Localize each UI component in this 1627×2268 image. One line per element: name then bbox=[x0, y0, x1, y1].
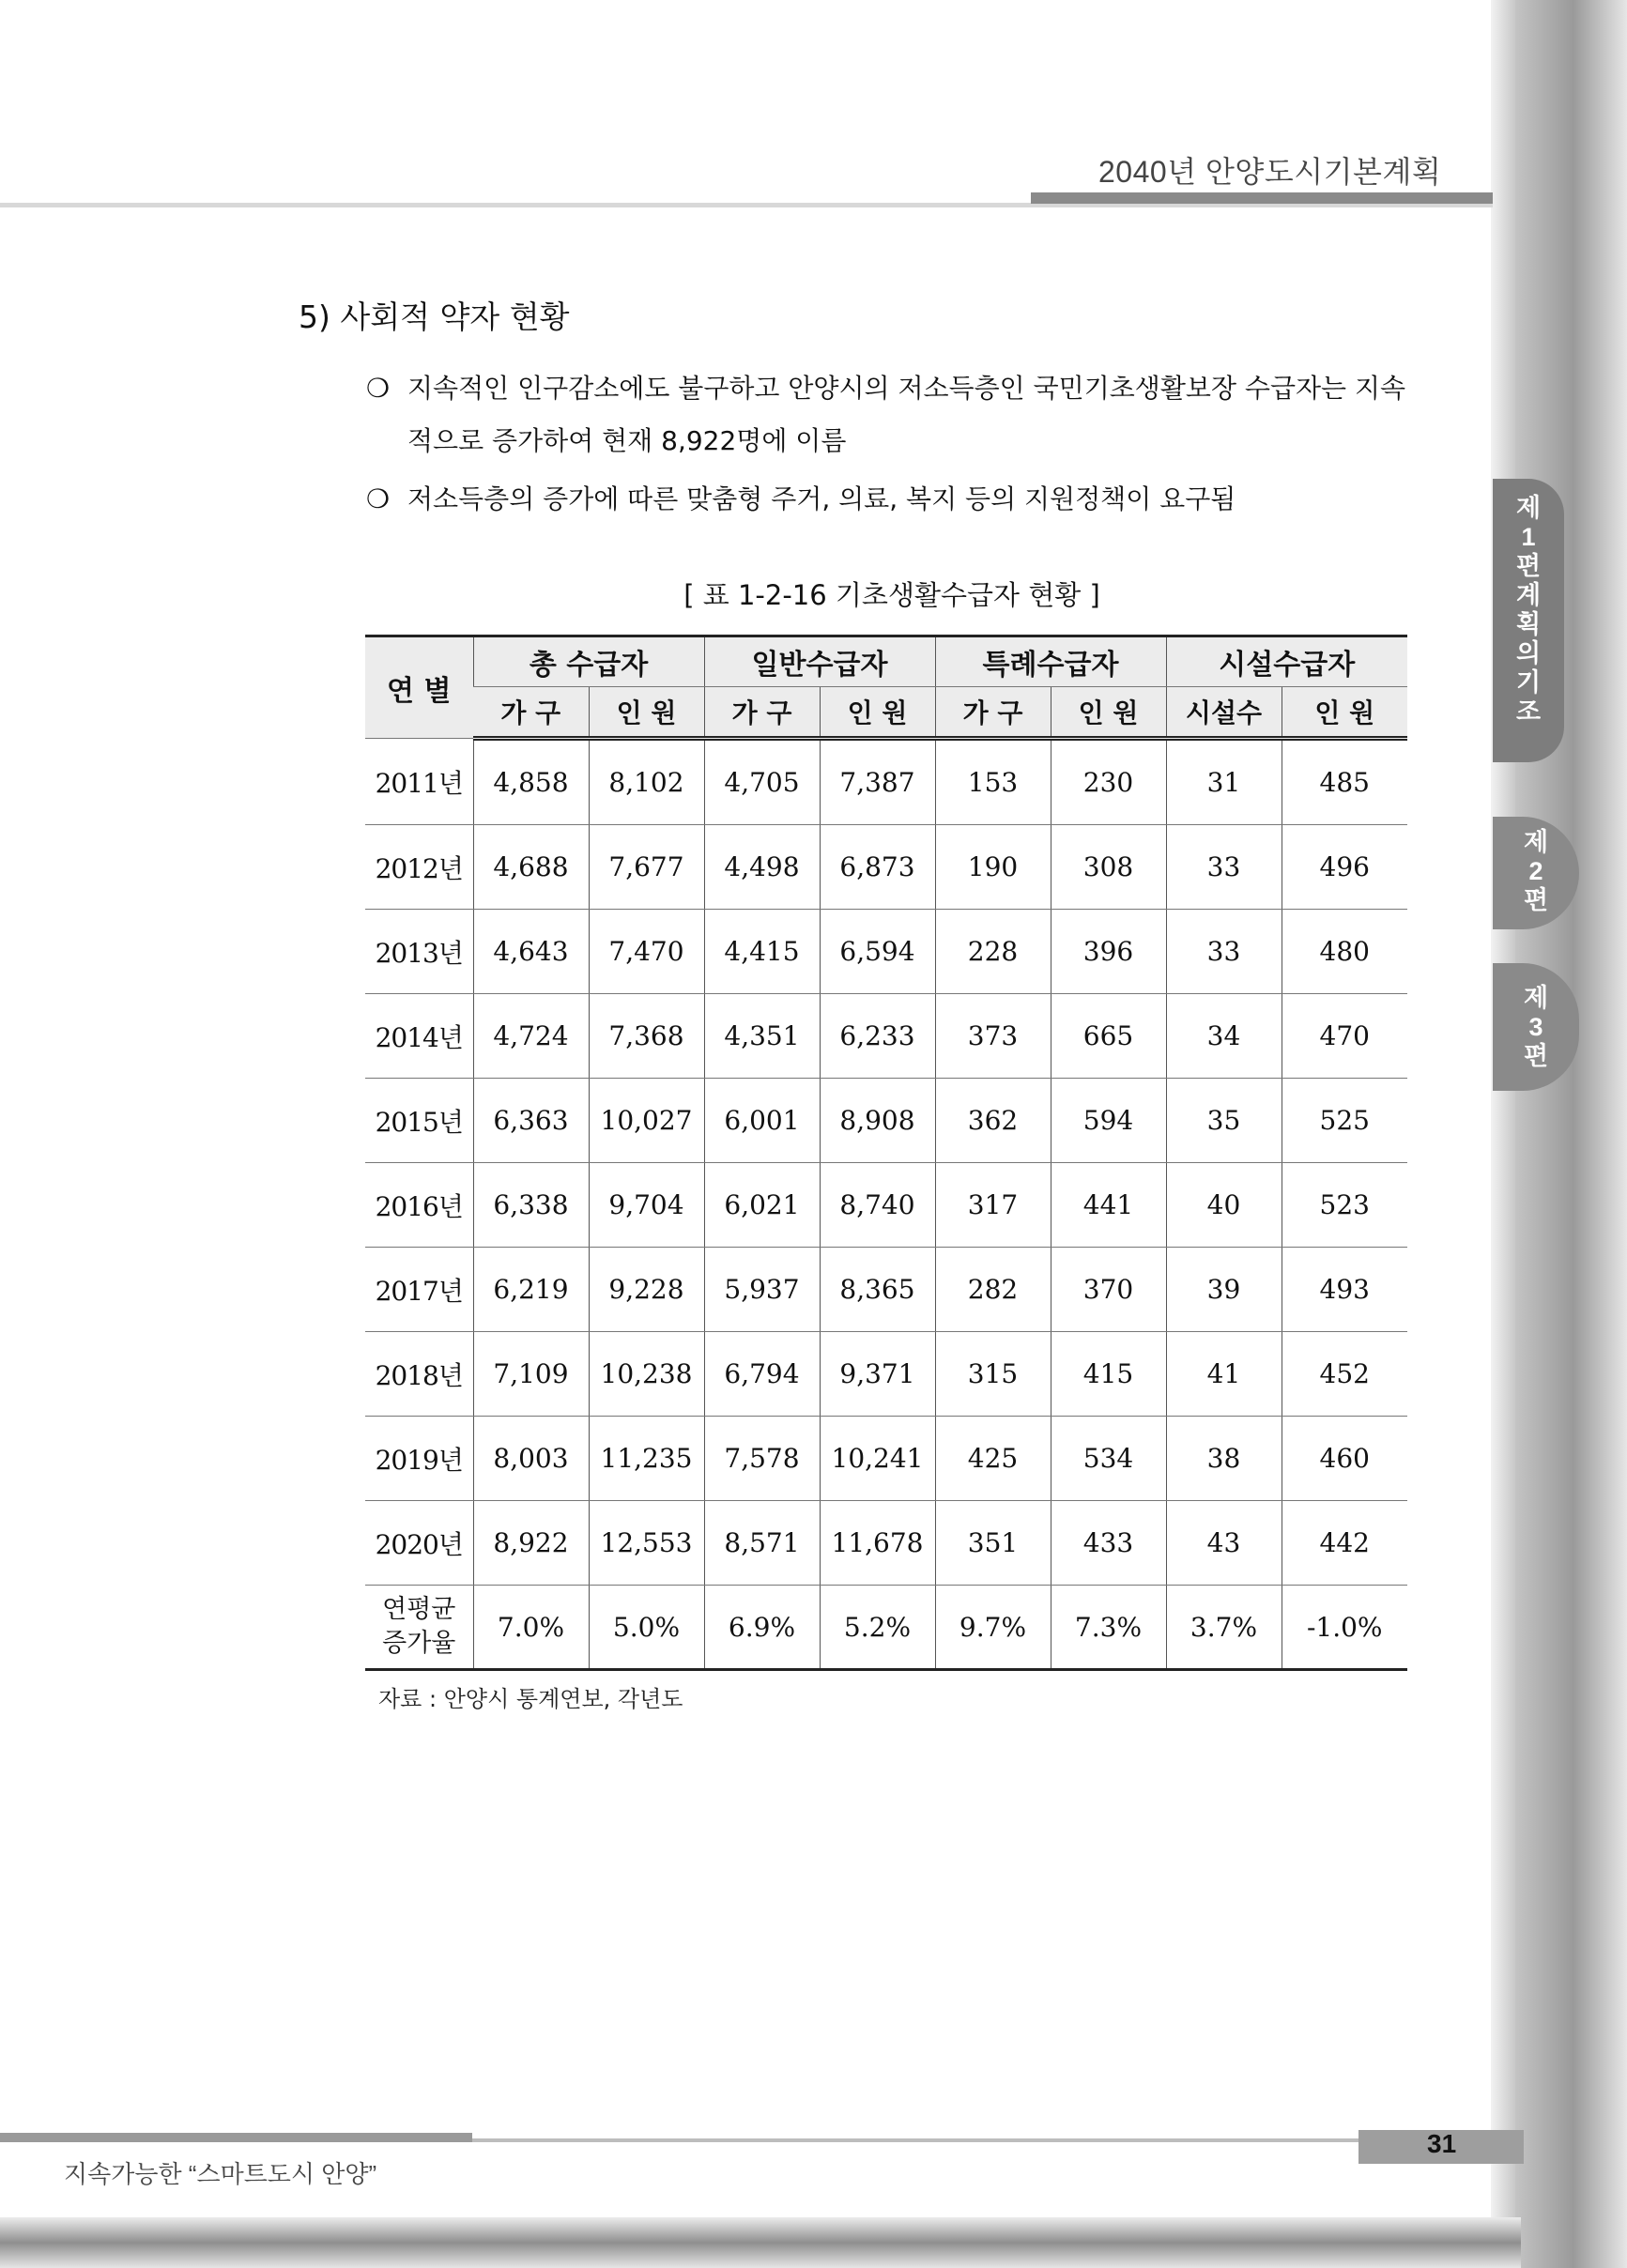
value-cell: 39 bbox=[1166, 1248, 1282, 1332]
table-row bbox=[365, 1079, 1407, 1163]
year-cell: 2019년 bbox=[365, 1417, 473, 1501]
value-cell: 10,238 bbox=[589, 1332, 704, 1417]
side-tab-char: 획 bbox=[1515, 610, 1542, 638]
circle-bullet-icon: ❍ bbox=[366, 373, 391, 404]
side-tab-char: 제 bbox=[1523, 828, 1549, 856]
value-cell: 441 bbox=[1051, 1163, 1166, 1248]
year-cell: 2020년 bbox=[365, 1501, 473, 1586]
avg-cell: 7.0% bbox=[473, 1586, 589, 1670]
page-edge bbox=[1491, 0, 1515, 2253]
side-tab-char: 편 bbox=[1523, 1042, 1549, 1070]
table-row bbox=[365, 1163, 1407, 1248]
value-cell: 190 bbox=[935, 825, 1051, 910]
avg-cell: 5.0% bbox=[589, 1586, 704, 1670]
bullet-text: 저소득층의 증가에 따른 맞춤형 주거, 의료, 복지 등의 지원정책이 요구됨 bbox=[407, 483, 1236, 514]
value-cell: 425 bbox=[935, 1417, 1051, 1501]
year-cell: 2011년 bbox=[365, 739, 473, 825]
year-cell: 2015년 bbox=[365, 1079, 473, 1163]
table-row bbox=[365, 1417, 1407, 1501]
value-cell: 496 bbox=[1282, 825, 1407, 910]
side-tab-char: 계 bbox=[1515, 581, 1542, 609]
value-cell: 6,338 bbox=[473, 1163, 589, 1248]
year-cell: 2017년 bbox=[365, 1248, 473, 1332]
side-tab-char: 의 bbox=[1515, 639, 1542, 667]
value-cell: 317 bbox=[935, 1163, 1051, 1248]
bullet-item bbox=[366, 473, 1418, 526]
value-cell: 4,688 bbox=[473, 825, 589, 910]
side-tab-char: 편 bbox=[1515, 552, 1542, 580]
value-cell: 523 bbox=[1282, 1163, 1407, 1248]
value-cell: 153 bbox=[935, 739, 1051, 825]
value-cell: 315 bbox=[935, 1332, 1051, 1417]
circle-bullet-icon: ❍ bbox=[366, 483, 391, 514]
subheader: 가 구 bbox=[473, 687, 589, 739]
value-cell: 493 bbox=[1282, 1248, 1407, 1332]
value-cell: 11,678 bbox=[820, 1501, 935, 1586]
side-tab-part1[interactable] bbox=[1493, 479, 1564, 762]
value-cell: 8,922 bbox=[473, 1501, 589, 1586]
avg-cell: 3.7% bbox=[1166, 1586, 1282, 1670]
side-tab-char: 기 bbox=[1515, 668, 1542, 697]
value-cell: 665 bbox=[1051, 994, 1166, 1079]
value-cell: 594 bbox=[1051, 1079, 1166, 1163]
avg-cell: 5.2% bbox=[820, 1586, 935, 1670]
table-row bbox=[365, 1332, 1407, 1417]
value-cell: 6,001 bbox=[704, 1079, 820, 1163]
side-tab-part2[interactable] bbox=[1493, 817, 1579, 929]
value-cell: 4,724 bbox=[473, 994, 589, 1079]
table-source-note: 자료 : 안양시 통계연보, 각년도 bbox=[378, 1686, 683, 1712]
value-cell: 370 bbox=[1051, 1248, 1166, 1332]
value-cell: 230 bbox=[1051, 739, 1166, 825]
year-cell: 2014년 bbox=[365, 994, 473, 1079]
value-cell: 6,594 bbox=[820, 910, 935, 994]
avg-label-cell bbox=[365, 1586, 473, 1670]
value-cell: 228 bbox=[935, 910, 1051, 994]
avg-cell: 9.7% bbox=[935, 1586, 1051, 1670]
value-cell: 442 bbox=[1282, 1501, 1407, 1586]
value-cell: 8,003 bbox=[473, 1417, 589, 1501]
value-cell: 33 bbox=[1166, 910, 1282, 994]
section-title: 5) 사회적 약자 현황 bbox=[299, 299, 570, 335]
running-header-title: 2040년 안양도시기본계획 bbox=[1098, 155, 1442, 189]
value-cell: 33 bbox=[1166, 825, 1282, 910]
bullet-item bbox=[366, 362, 1418, 467]
value-cell: 10,241 bbox=[820, 1417, 935, 1501]
subheader: 인 원 bbox=[1282, 687, 1407, 739]
value-cell: 4,705 bbox=[704, 739, 820, 825]
value-cell: 433 bbox=[1051, 1501, 1166, 1586]
year-cell: 2012년 bbox=[365, 825, 473, 910]
value-cell: 8,102 bbox=[589, 739, 704, 825]
value-cell: 31 bbox=[1166, 739, 1282, 825]
value-cell: 10,027 bbox=[589, 1079, 704, 1163]
value-cell: 470 bbox=[1282, 994, 1407, 1079]
value-cell: 7,470 bbox=[589, 910, 704, 994]
value-cell: 38 bbox=[1166, 1417, 1282, 1501]
value-cell: 4,643 bbox=[473, 910, 589, 994]
subheader: 가 구 bbox=[935, 687, 1051, 739]
side-tab-char: 제 bbox=[1523, 984, 1549, 1012]
header-rule-accent bbox=[1031, 192, 1493, 204]
footer-slogan: 지속가능한 “스마트도시 안양” bbox=[64, 2160, 377, 2188]
year-cell: 2016년 bbox=[365, 1163, 473, 1248]
value-cell: 452 bbox=[1282, 1332, 1407, 1417]
value-cell: 6,219 bbox=[473, 1248, 589, 1332]
value-cell: 35 bbox=[1166, 1079, 1282, 1163]
value-cell: 9,228 bbox=[589, 1248, 704, 1332]
value-cell: 34 bbox=[1166, 994, 1282, 1079]
subheader: 인 원 bbox=[589, 687, 704, 739]
value-cell: 8,740 bbox=[820, 1163, 935, 1248]
value-cell: 11,235 bbox=[589, 1417, 704, 1501]
table-row bbox=[365, 739, 1407, 825]
value-cell: 308 bbox=[1051, 825, 1166, 910]
table-row bbox=[365, 994, 1407, 1079]
year-column-header: 연 별 bbox=[365, 636, 473, 739]
side-tab-char: 2 bbox=[1528, 857, 1543, 885]
subheader: 인 원 bbox=[1051, 687, 1166, 739]
value-cell: 4,415 bbox=[704, 910, 820, 994]
value-cell: 485 bbox=[1282, 739, 1407, 825]
value-cell: 9,371 bbox=[820, 1332, 935, 1417]
value-cell: 7,109 bbox=[473, 1332, 589, 1417]
side-tab-char: 3 bbox=[1528, 1013, 1543, 1041]
footer-rule-accent bbox=[0, 2133, 472, 2142]
subheader: 인 원 bbox=[820, 687, 935, 739]
bullet-text: 지속적인 인구감소에도 불구하고 안양시의 저소득층인 국민기초생활보장 수급자는 지속적으로 증가하여 현재 8,922명에 이름 bbox=[407, 373, 1406, 456]
value-cell: 7,578 bbox=[704, 1417, 820, 1501]
value-cell: 8,908 bbox=[820, 1079, 935, 1163]
year-cell: 2013년 bbox=[365, 910, 473, 994]
value-cell: 8,571 bbox=[704, 1501, 820, 1586]
avg-cell: 7.3% bbox=[1051, 1586, 1166, 1670]
table-row bbox=[365, 825, 1407, 910]
value-cell: 282 bbox=[935, 1248, 1051, 1332]
subheader: 가 구 bbox=[704, 687, 820, 739]
year-cell: 2018년 bbox=[365, 1332, 473, 1417]
page-number: 31 bbox=[1427, 2129, 1457, 2158]
table-row bbox=[365, 1501, 1407, 1586]
value-cell: 7,368 bbox=[589, 994, 704, 1079]
value-cell: 7,387 bbox=[820, 739, 935, 825]
value-cell: 460 bbox=[1282, 1417, 1407, 1501]
value-cell: 525 bbox=[1282, 1079, 1407, 1163]
avg-cell: -1.0% bbox=[1282, 1586, 1407, 1670]
group-header-facility: 시설수급자 bbox=[1166, 636, 1407, 687]
value-cell: 40 bbox=[1166, 1163, 1282, 1248]
value-cell: 12,553 bbox=[589, 1501, 704, 1586]
value-cell: 7,677 bbox=[589, 825, 704, 910]
value-cell: 415 bbox=[1051, 1332, 1166, 1417]
table-caption: [ 표 1-2-16 기초생활수급자 현황 ] bbox=[683, 579, 1100, 611]
subheader: 시설수 bbox=[1166, 687, 1282, 739]
recipients-table bbox=[365, 635, 1407, 1671]
value-cell: 396 bbox=[1051, 910, 1166, 994]
value-cell: 4,351 bbox=[704, 994, 820, 1079]
value-cell: 351 bbox=[935, 1501, 1051, 1586]
page-bottom-shadow bbox=[0, 2217, 1521, 2268]
value-cell: 43 bbox=[1166, 1501, 1282, 1586]
value-cell: 6,363 bbox=[473, 1079, 589, 1163]
group-header-general: 일반수급자 bbox=[704, 636, 935, 687]
side-tab-char: 조 bbox=[1515, 697, 1542, 726]
value-cell: 6,233 bbox=[820, 994, 935, 1079]
table-row bbox=[365, 1248, 1407, 1332]
side-tab-char: 제 bbox=[1515, 494, 1542, 522]
value-cell: 4,858 bbox=[473, 739, 589, 825]
value-cell: 5,937 bbox=[704, 1248, 820, 1332]
value-cell: 480 bbox=[1282, 910, 1407, 994]
value-cell: 373 bbox=[935, 994, 1051, 1079]
side-tab-char: 1 bbox=[1521, 523, 1536, 551]
average-growth-row bbox=[365, 1586, 1407, 1670]
value-cell: 4,498 bbox=[704, 825, 820, 910]
value-cell: 9,704 bbox=[589, 1163, 704, 1248]
value-cell: 534 bbox=[1051, 1417, 1166, 1501]
group-header-special: 특례수급자 bbox=[935, 636, 1166, 687]
avg-cell: 6.9% bbox=[704, 1586, 820, 1670]
side-tab-char: 편 bbox=[1523, 886, 1549, 914]
value-cell: 6,021 bbox=[704, 1163, 820, 1248]
value-cell: 362 bbox=[935, 1079, 1051, 1163]
value-cell: 6,794 bbox=[704, 1332, 820, 1417]
avg-label-line: 연평균 bbox=[382, 1595, 456, 1624]
table-row bbox=[365, 910, 1407, 994]
group-header-total: 총 수급자 bbox=[473, 636, 704, 687]
value-cell: 6,873 bbox=[820, 825, 935, 910]
value-cell: 8,365 bbox=[820, 1248, 935, 1332]
avg-label-line: 증가율 bbox=[382, 1629, 456, 1658]
value-cell: 41 bbox=[1166, 1332, 1282, 1417]
